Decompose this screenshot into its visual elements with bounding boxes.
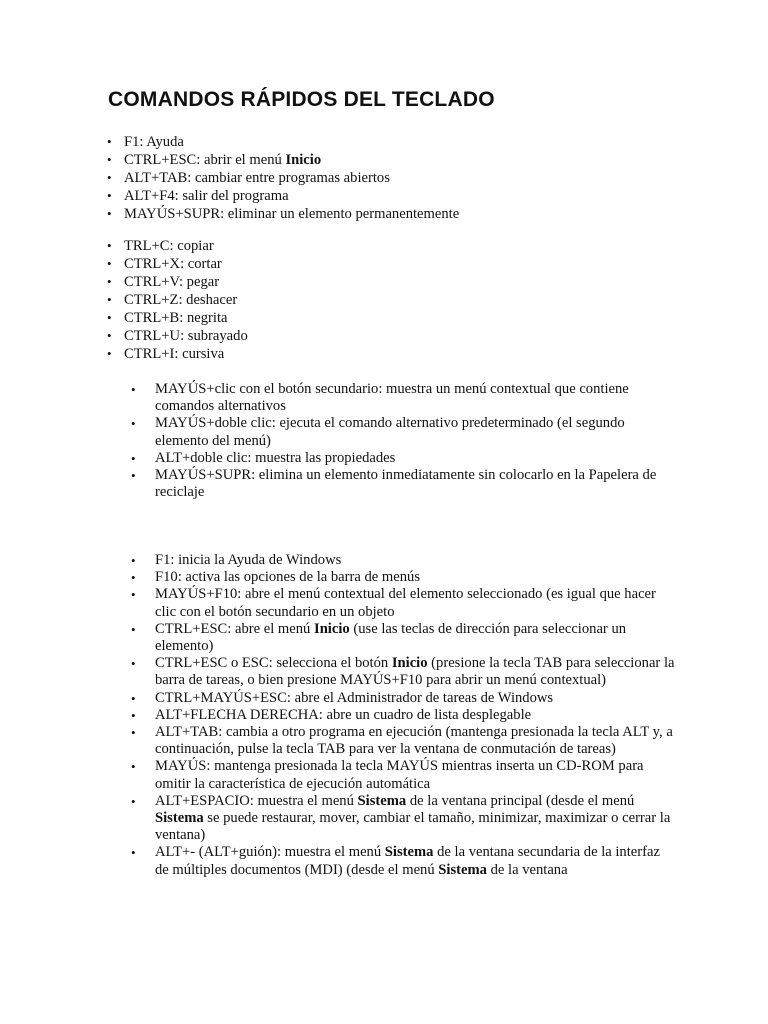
item-bold-text: Sistema (357, 792, 407, 809)
shortcut-list-windows (155, 552, 675, 879)
list-item: • MAYÚS+SUPR: eliminar un elemento permanentemente (124, 205, 684, 223)
item-bold-text: Sistema (155, 810, 204, 827)
list-item: • MAYÚS+SUPR: elimina un elemento inmediatamente sin colocarlo en la Papelera de reciclaje (155, 467, 675, 501)
list-item (155, 844, 675, 878)
item-bold-text: Sistema (438, 861, 487, 878)
list-item (155, 621, 675, 655)
list-item: • F1: Ayuda (124, 133, 684, 151)
page-title: COMANDOS RÁPIDOS DEL TECLADO (108, 88, 495, 111)
item-bold-text: Inicio (314, 620, 350, 637)
list-item: • ALT+TAB: cambia a otro programa en ejecución (mantenga presionada la tecla ALT y, a continuación, pulse la tecla TAB para ver la ventana de conmutación de tareas) (155, 724, 675, 758)
item-text: CTRL+ESC: abrir el menú (124, 152, 286, 168)
list-item: • CTRL+V: pegar (124, 273, 684, 291)
list-item (124, 151, 684, 169)
list-item: • ALT+doble clic: muestra las propiedades (155, 450, 675, 467)
item-text: de la ventana principal (desde el menú (406, 792, 635, 809)
list-item (155, 655, 675, 689)
list-item: • CTRL+B: negrita (124, 309, 684, 327)
list-item: • ALT+F4: salir del programa (124, 187, 684, 205)
list-item: • F10: activa las opciones de la barra de menús (155, 569, 675, 586)
item-text: ALT+ESPACIO: muestra el menú (155, 792, 358, 809)
shortcut-list-mouse (155, 381, 675, 501)
item-text: se puede restaurar, mover, cambiar el tamaño, minimizar, maximizar o cerrar la ventana) (155, 810, 671, 844)
shortcut-list-general (124, 133, 684, 223)
item-bold-text: Inicio (285, 152, 322, 168)
item-text: de la ventana (486, 861, 568, 878)
list-item (155, 793, 675, 845)
item-text: CTRL+ESC o ESC: selecciona el botón (155, 655, 392, 672)
shortcut-list-editing (124, 237, 684, 363)
item-text: (use las teclas de dirección para seleccionar un elemento) (155, 620, 627, 655)
list-item: • MAYÚS+clic con el botón secundario: muestra un menú contextual que contiene comandos alternativos (155, 381, 675, 415)
item-text: de la ventana secundaria de la interfaz de múltiples documentos (MDI) (desde el menú (155, 844, 660, 878)
list-item: • CTRL+U: subrayado (124, 327, 684, 345)
list-item: • CTRL+MAYÚS+ESC: abre el Administrador de tareas de Windows (155, 690, 675, 707)
item-bold-text: Sistema (384, 844, 434, 861)
list-item: • ALT+FLECHA DERECHA: abre un cuadro de lista desplegable (155, 707, 675, 724)
list-item: • CTRL+X: cortar (124, 255, 684, 273)
list-item: • TRL+C: copiar (124, 237, 684, 255)
item-text: (presione la tecla TAB para seleccionar la barra de tareas, o bien presione MAYÚS+F10 para abrir un menú contextual) (155, 655, 675, 689)
list-item: • F1: inicia la Ayuda de Windows (155, 552, 675, 569)
list-item: • CTRL+I: cursiva (124, 345, 684, 363)
list-item: • MAYÚS: mantenga presionada la tecla MAYÚS mientras inserta un CD-ROM para omitir la característica de ejecución automática (155, 758, 675, 792)
list-item: • MAYÚS+doble clic: ejecuta el comando alternativo predeterminado (el segundo elemento del menú) (155, 415, 675, 449)
item-text: CTRL+ESC: abre el menú (155, 620, 315, 637)
list-item: • MAYÚS+F10: abre el menú contextual del elemento seleccionado (es igual que hacer clic con el botón secundario en un objeto (155, 586, 675, 620)
list-item: • ALT+TAB: cambiar entre programas abiertos (124, 169, 684, 187)
item-text: ALT+- (ALT+guión): muestra el menú (155, 844, 385, 861)
item-bold-text: Inicio (391, 655, 428, 672)
list-item: • CTRL+Z: deshacer (124, 291, 684, 309)
